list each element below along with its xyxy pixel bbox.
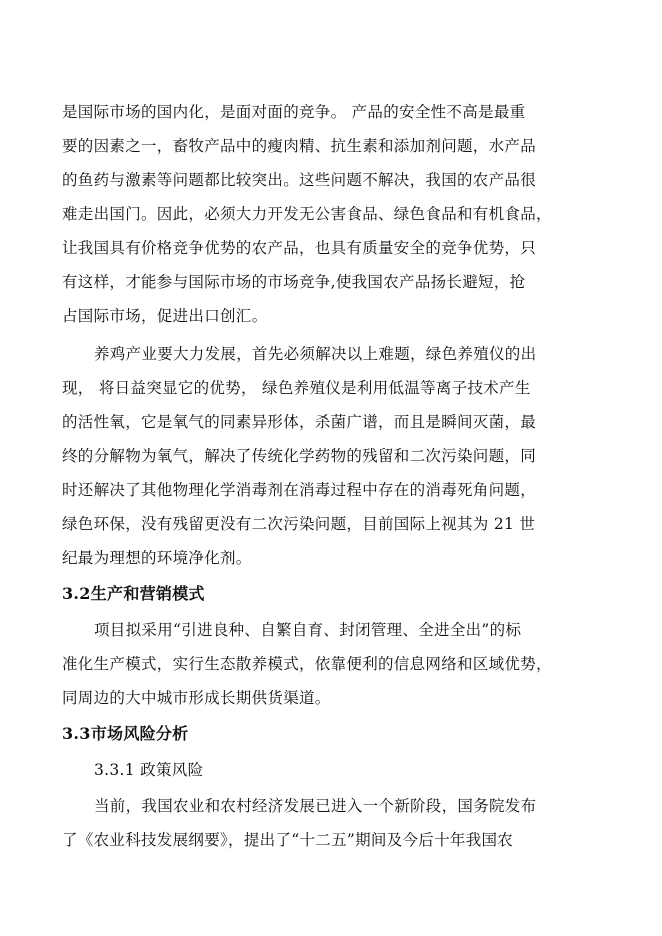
paragraph-line: 的鱼药与激素等问题都比较突出。这些问题不解决，我国的农产品很 (62, 171, 537, 189)
paragraph-line: 让我国具有价格竞争优势的农产品，也具有质量安全的竞争优势，只 (62, 239, 537, 257)
subsection-heading: 3.3.1 政策风险 (94, 761, 204, 779)
paragraph-line: 是国际市场的国内化，是面对面的竞争。 产品的安全性不高是最重 (62, 103, 526, 121)
paragraph-line: 项目拟采用“引进良种、自繁自育、封闭管理、全进全出”的标 (94, 621, 522, 639)
paragraph-line: 终的分解物为氧气，解决了传统化学药物的残留和二次污染问题，同 (62, 447, 537, 465)
section-heading: 3.3市场风险分析 (62, 724, 189, 743)
paragraph-line: 了《农业科技发展纲要》，提出了“十二五”期间及今后十年我国农 (62, 831, 514, 849)
paragraph-line: 难走出国门。因此，必须大力开发无公害食品、绿色食品和有机食品， (62, 205, 552, 223)
paragraph-line: 有这样，才能参与国际市场的市场竞争,使我国农产品扬长避短，抢 (62, 273, 526, 291)
paragraph-line: 时还解决了其他物理化学消毒剂在消毒过程中存在的消毒死角问题， (62, 481, 537, 499)
paragraph-line: 现， 将日益突显它的优势， 绿色养殖仪是利用低温等离子技术产生 (62, 379, 531, 397)
paragraph-line: 的活性氧，它是氧气的同素异形体，杀菌广谱，而且是瞬间灭菌，最 (62, 413, 537, 431)
paragraph-line: 纪最为理想的环境净化剂。 (62, 549, 252, 567)
paragraph-line: 同周边的大中城市形成长期供货渠道。 (62, 689, 331, 707)
paragraph-line: 绿色环保，没有残留更没有二次污染问题，目前国际上视其为 21 世 (62, 515, 536, 533)
paragraph-line: 准化生产模式，实行生态散养模式，依靠便利的信息网络和区域优势， (62, 655, 552, 673)
section-heading: 3.2生产和营销模式 (62, 584, 205, 603)
paragraph-line: 养鸡产业要大力发展，首先必须解决以上难题，绿色养殖仪的出 (94, 345, 537, 363)
paragraph-line: 当前，我国农业和农村经济发展已进入一个新阶段，国务院发布 (94, 797, 537, 815)
paragraph-line: 占国际市场，促进出口创汇。 (62, 307, 268, 325)
paragraph-line: 要的因素之一，畜牧产品中的瘦肉精、抗生素和添加剂问题，水产品 (62, 137, 537, 155)
